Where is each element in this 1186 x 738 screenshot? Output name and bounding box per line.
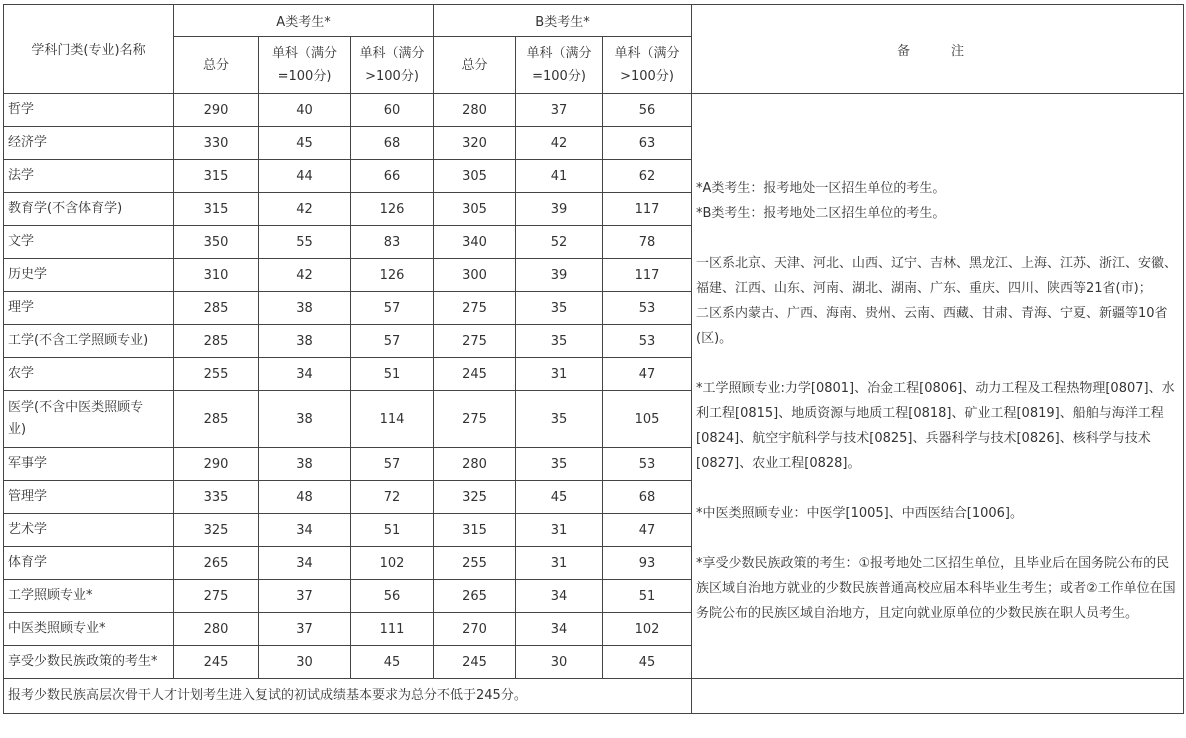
remark-header: 备 注 [692, 5, 1184, 94]
note-zone-2: 二区系内蒙古、广西、海南、贵州、云南、西藏、甘肃、青海、宁夏、新疆等10省(区)。 [696, 306, 1168, 346]
subject-name-cell: 教育学(不含体育学) [4, 193, 174, 226]
b-single-100-cell: 42 [516, 127, 603, 160]
b-single-100-cell: 31 [516, 547, 603, 580]
a-total-cell: 350 [174, 226, 259, 259]
a-single-gt100-cell: 60 [351, 94, 434, 127]
b-single-gt100-cell: 78 [603, 226, 692, 259]
a-single-100-cell: 34 [259, 514, 351, 547]
a-total-cell: 255 [174, 358, 259, 391]
a-single-gt100-cell: 68 [351, 127, 434, 160]
a-total-header: 总分 [174, 37, 259, 94]
subject-name-cell: 农学 [4, 358, 174, 391]
a-single-gt100-cell: 126 [351, 259, 434, 292]
b-total-cell: 320 [434, 127, 516, 160]
subject-name-cell: 理学 [4, 292, 174, 325]
score-table [3, 4, 1184, 714]
b-total-cell: 305 [434, 193, 516, 226]
subject-name-cell: 管理学 [4, 481, 174, 514]
b-total-cell: 270 [434, 613, 516, 646]
subject-name-cell: 哲学 [4, 94, 174, 127]
a-single-100-cell: 37 [259, 580, 351, 613]
a-single-gt100-cell: 57 [351, 448, 434, 481]
a-total-cell: 310 [174, 259, 259, 292]
a-single-gt100-cell: 66 [351, 160, 434, 193]
a-total-cell: 330 [174, 127, 259, 160]
a-single-gt100-cell: 102 [351, 547, 434, 580]
subject-name-cell: 历史学 [4, 259, 174, 292]
a-single-gt100-cell: 51 [351, 514, 434, 547]
a-single-100-cell: 55 [259, 226, 351, 259]
a-single-gt100-cell: 111 [351, 613, 434, 646]
a-total-cell: 325 [174, 514, 259, 547]
b-single-gt100-cell: 117 [603, 259, 692, 292]
footer-remark-cell [692, 679, 1184, 714]
a-single-100-cell: 38 [259, 391, 351, 448]
a-total-cell: 285 [174, 292, 259, 325]
a-single-100-cell: 30 [259, 646, 351, 679]
b-single-100-cell: 35 [516, 325, 603, 358]
a-single-100-cell: 38 [259, 292, 351, 325]
note-tcm-majors: *中医类照顾专业：中医学[1005]、中西医结合[1006]。 [696, 506, 1023, 521]
a-single-100-cell: 45 [259, 127, 351, 160]
a-single-100-cell: 40 [259, 94, 351, 127]
a-total-cell: 335 [174, 481, 259, 514]
b-single-100-cell: 39 [516, 193, 603, 226]
b-total-cell: 300 [434, 259, 516, 292]
a-single-gt100-header: 单科（满分>100分) [351, 37, 434, 94]
a-single-gt100-cell: 57 [351, 292, 434, 325]
subject-name-cell: 经济学 [4, 127, 174, 160]
b-single-100-cell: 39 [516, 259, 603, 292]
b-total-cell: 245 [434, 646, 516, 679]
group-a-header: A类考生* [174, 5, 434, 37]
b-single-100-cell: 52 [516, 226, 603, 259]
b-single-100-cell: 41 [516, 160, 603, 193]
a-single-gt100-cell: 51 [351, 358, 434, 391]
subject-name-cell: 工学照顾专业* [4, 580, 174, 613]
subject-name-cell: 艺术学 [4, 514, 174, 547]
b-single-100-cell: 34 [516, 580, 603, 613]
b-single-100-cell: 31 [516, 514, 603, 547]
table-row [4, 94, 1184, 127]
b-single-gt100-cell: 105 [603, 391, 692, 448]
footer-note: 报考少数民族高层次骨干人才计划考生进入复试的初试成绩基本要求为总分不低于245分。 [4, 679, 692, 714]
b-single-100-cell: 30 [516, 646, 603, 679]
b-single-gt100-cell: 45 [603, 646, 692, 679]
a-single-100-header: 单科（满分=100分) [259, 37, 351, 94]
subject-name-cell: 中医类照顾专业* [4, 613, 174, 646]
b-total-cell: 275 [434, 391, 516, 448]
subject-name-cell: 文学 [4, 226, 174, 259]
subject-name-cell: 法学 [4, 160, 174, 193]
a-single-gt100-cell: 45 [351, 646, 434, 679]
subject-name-cell: 工学(不含工学照顾专业) [4, 325, 174, 358]
b-total-cell: 280 [434, 448, 516, 481]
b-single-gt100-cell: 53 [603, 325, 692, 358]
b-single-gt100-cell: 51 [603, 580, 692, 613]
b-single-gt100-cell: 68 [603, 481, 692, 514]
a-total-cell: 290 [174, 448, 259, 481]
a-total-cell: 285 [174, 391, 259, 448]
subject-name-cell: 军事学 [4, 448, 174, 481]
a-single-100-cell: 38 [259, 325, 351, 358]
subject-name-cell: 享受少数民族政策的考生* [4, 646, 174, 679]
b-single-gt100-cell: 56 [603, 94, 692, 127]
b-single-gt100-cell: 47 [603, 514, 692, 547]
a-single-100-cell: 42 [259, 259, 351, 292]
b-single-100-cell: 35 [516, 292, 603, 325]
a-total-cell: 245 [174, 646, 259, 679]
a-single-gt100-cell: 72 [351, 481, 434, 514]
b-total-cell: 275 [434, 292, 516, 325]
b-single-100-cell: 35 [516, 391, 603, 448]
a-total-cell: 315 [174, 193, 259, 226]
a-single-100-cell: 44 [259, 160, 351, 193]
a-total-cell: 280 [174, 613, 259, 646]
a-single-gt100-cell: 114 [351, 391, 434, 448]
a-total-cell: 265 [174, 547, 259, 580]
note-engineering-majors: *工学照顾专业:力学[0801]、冶金工程[0806]、动力工程及工程热物理[0807]、水利工程[0815]、地质资源与地质工程[0818]、矿业工程[0819]、船舶与海洋工程[0824]、航空宇航科学与技术[0825]、兵器科学与技术[0826]、核科学与技术[0827]、农业工程[0828]。 [696, 381, 1175, 471]
b-total-cell: 255 [434, 547, 516, 580]
b-total-header: 总分 [434, 37, 516, 94]
footer-row [4, 679, 1184, 714]
b-total-cell: 275 [434, 325, 516, 358]
a-single-gt100-cell: 57 [351, 325, 434, 358]
b-total-cell: 245 [434, 358, 516, 391]
b-single-100-cell: 37 [516, 94, 603, 127]
b-single-gt100-cell: 63 [603, 127, 692, 160]
a-single-100-cell: 34 [259, 547, 351, 580]
b-single-gt100-cell: 53 [603, 292, 692, 325]
a-single-gt100-cell: 126 [351, 193, 434, 226]
a-total-cell: 290 [174, 94, 259, 127]
note-zone-1: 一区系北京、天津、河北、山西、辽宁、吉林、黑龙江、上海、江苏、浙江、安徽、福建、江西、山东、河南、湖北、湖南、广东、重庆、四川、陕西等21省(市)； [696, 256, 1178, 296]
note-minority-policy: *享受少数民族政策的考生：①报考地处二区招生单位，且毕业后在国务院公布的民族区域自治地方就业的少数民族普通高校应届本科毕业生考生；或者②工作单位在国务院公布的民族区域自治地方，且定向就业原单位的少数民族在职人员考生。 [696, 556, 1176, 621]
a-single-gt100-cell: 83 [351, 226, 434, 259]
a-total-cell: 275 [174, 580, 259, 613]
group-b-header: B类考生* [434, 5, 692, 37]
note-b-definition: *B类考生：报考地处二区招生单位的考生。 [696, 206, 946, 221]
b-single-gt100-cell: 47 [603, 358, 692, 391]
note-a-definition: *A类考生：报考地处一区招生单位的考生。 [696, 181, 946, 196]
b-total-cell: 280 [434, 94, 516, 127]
a-total-cell: 315 [174, 160, 259, 193]
header-row-1 [4, 5, 1184, 37]
a-single-100-cell: 48 [259, 481, 351, 514]
b-single-100-cell: 34 [516, 613, 603, 646]
remarks-cell [692, 94, 1184, 679]
b-total-cell: 265 [434, 580, 516, 613]
b-total-cell: 340 [434, 226, 516, 259]
a-single-100-cell: 37 [259, 613, 351, 646]
subject-name-cell: 体育学 [4, 547, 174, 580]
a-single-100-cell: 34 [259, 358, 351, 391]
b-single-100-cell: 35 [516, 448, 603, 481]
subject-header: 学科门类(专业)名称 [4, 5, 174, 94]
b-total-cell: 315 [434, 514, 516, 547]
b-single-100-cell: 45 [516, 481, 603, 514]
b-single-gt100-header: 单科（满分>100分) [603, 37, 692, 94]
b-single-100-cell: 31 [516, 358, 603, 391]
b-single-gt100-cell: 53 [603, 448, 692, 481]
a-single-gt100-cell: 56 [351, 580, 434, 613]
b-total-cell: 305 [434, 160, 516, 193]
a-single-100-cell: 42 [259, 193, 351, 226]
b-single-gt100-cell: 102 [603, 613, 692, 646]
b-total-cell: 325 [434, 481, 516, 514]
b-single-gt100-cell: 117 [603, 193, 692, 226]
b-single-gt100-cell: 93 [603, 547, 692, 580]
b-single-gt100-cell: 62 [603, 160, 692, 193]
a-total-cell: 285 [174, 325, 259, 358]
subject-name-cell: 医学(不含中医类照顾专业) [4, 391, 174, 448]
b-single-100-header: 单科（满分=100分) [516, 37, 603, 94]
a-single-100-cell: 38 [259, 448, 351, 481]
